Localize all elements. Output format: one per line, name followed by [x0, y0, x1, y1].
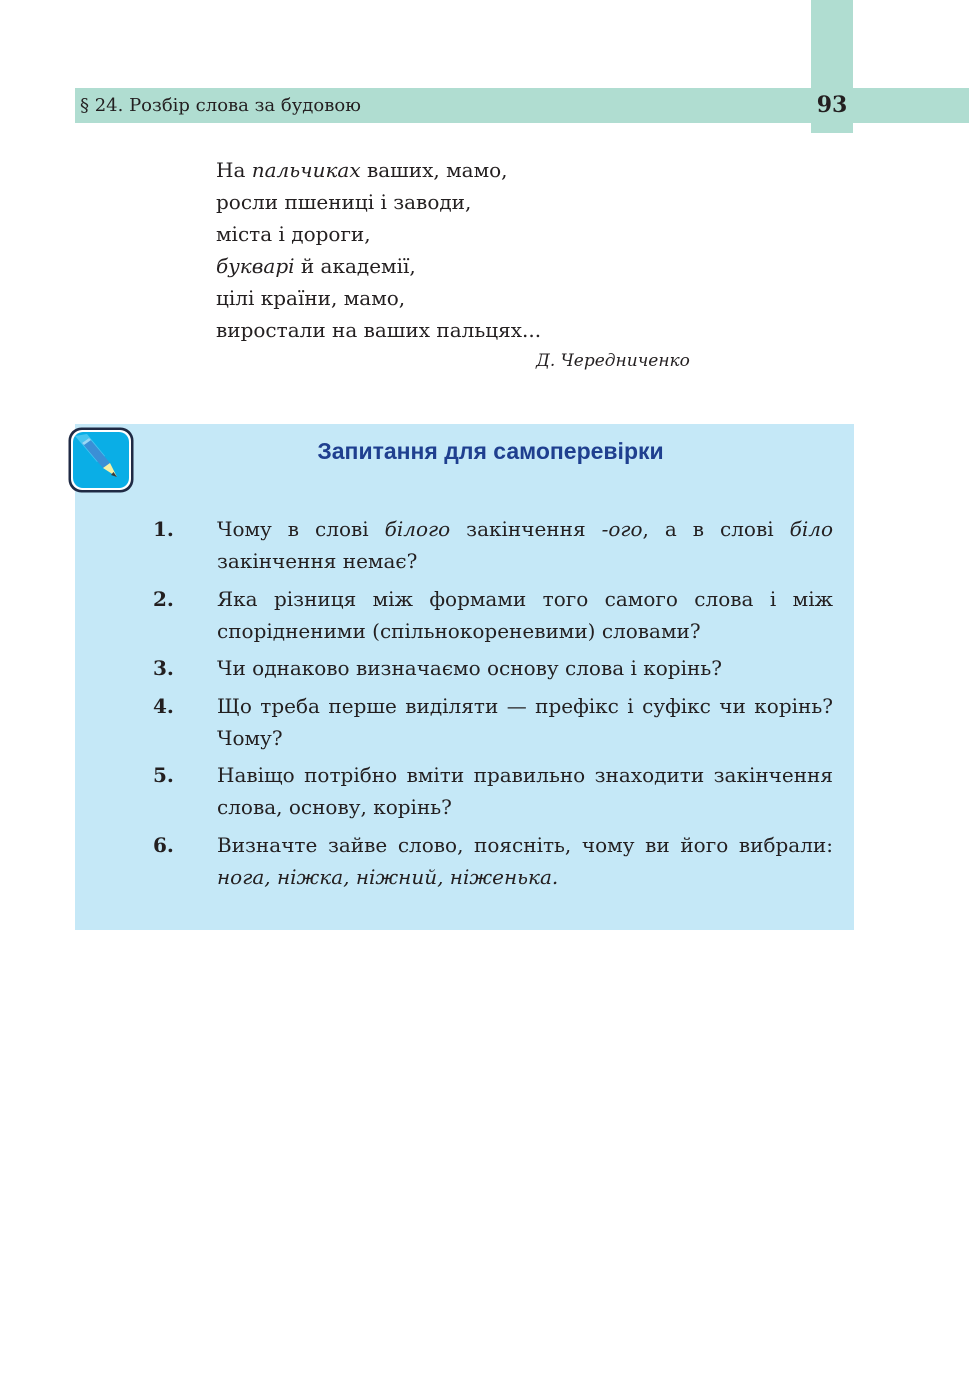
poem-line: виростали на ваших пальцях... — [216, 318, 542, 342]
question-number: 2. — [153, 587, 174, 611]
section-title: § 24. Розбір слова за будовою — [80, 95, 361, 116]
question-text: Чи однаково визначаємо основу слова і корінь? — [217, 656, 722, 680]
question-number: 5. — [153, 763, 174, 787]
question-text: Визначте зайве слово, поясніть, чому ви його вибрали: нога, ніжка, ніжний, ніженька. — [217, 833, 833, 889]
question-number: 4. — [153, 694, 174, 718]
poem-line: букварі й академії, — [216, 254, 416, 278]
questions-title: Запитання для самоперевірки — [317, 438, 664, 464]
question-text: Чому в слові білого закінчення -ого, а в слові біло закінчення немає? — [217, 517, 834, 573]
poem-line: цілі країни, мамо, — [216, 286, 406, 310]
poem-line: росли пшениці і заводи, — [216, 190, 472, 214]
page-number: 93 — [816, 92, 848, 118]
question-number: 1. — [153, 517, 174, 541]
poem-author: Д. Чередниченко — [536, 351, 690, 371]
question-text: Яка різниця між формами того самого слова і між спорідненими (спільнокореневими) словами? — [217, 587, 833, 643]
poem-line: міста і дороги, — [216, 222, 371, 246]
question-text: Що треба перше виділяти — префікс і суфікс чи корінь? Чому? — [217, 694, 833, 750]
poem — [216, 154, 541, 346]
question-text: Навіщо потрібно вміти правильно знаходити закінчення слова, основу, корінь? — [217, 763, 833, 819]
poem-line: На пальчиках ваших, мамо, — [216, 158, 508, 182]
question-number: 3. — [153, 656, 174, 680]
question-number: 6. — [153, 833, 174, 857]
